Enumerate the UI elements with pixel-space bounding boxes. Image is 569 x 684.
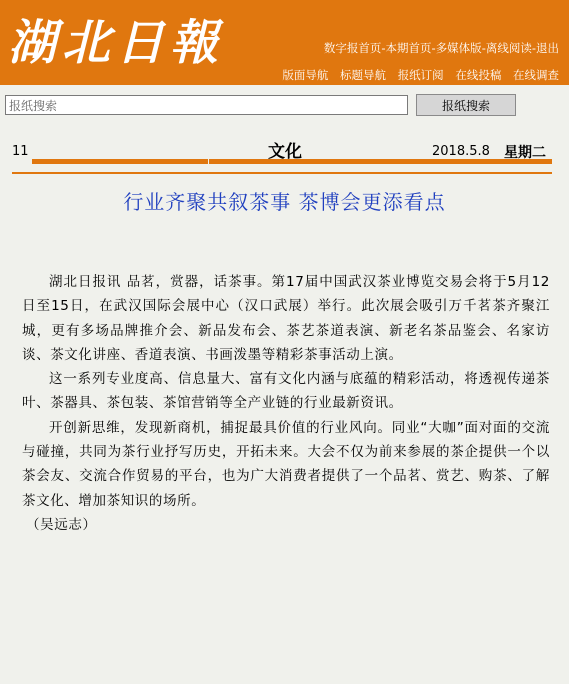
nav-link-issue-home[interactable]: 本期首页: [385, 41, 432, 55]
issue-weekday: 星期二: [504, 145, 546, 161]
issue-date: 2018.5.8: [432, 144, 490, 159]
divider-bar: [32, 159, 208, 164]
nav-link-multimedia[interactable]: 多媒体版: [435, 41, 482, 55]
search-input[interactable]: [5, 95, 408, 115]
article-body: [22, 270, 550, 537]
nav-link-title-nav[interactable]: 标题导航: [340, 68, 387, 82]
page-info-bar: [12, 136, 552, 176]
search-bar: [0, 85, 569, 123]
search-button[interactable]: 报纸搜索: [416, 94, 516, 116]
top-nav: 数字报首页-本期首页-多媒体版-离线阅读-退出: [323, 41, 559, 55]
masthead: [0, 0, 569, 85]
article-byline: （吴远志）: [26, 516, 97, 533]
article-headline: 行业齐聚共叙茶事 茶博会更添看点: [123, 190, 446, 214]
nav-link-logout[interactable]: 退出: [536, 41, 559, 55]
nav-link-layout-nav[interactable]: 版面导航: [282, 68, 329, 82]
newspaper-logo[interactable]: [8, 6, 224, 80]
logo-text: 湖北日報: [8, 15, 225, 71]
divider-line: [12, 172, 552, 174]
sub-nav: [274, 67, 559, 83]
article-paragraph: 开创新思维，发现新商机，捕捉最具价值的行业风向。同业“大咖”面对面的交流与碰撞，共同为茶行业抒写历史，开拓未来。大会不仅为前来参展的茶企提供一个以茶会友、交流合作贸易的平台，也为广大消费者提供了一个品茗、赏艺、购茶、了解茶文化、增加茶知识的场所。: [22, 419, 550, 509]
nav-link-digital-home[interactable]: 数字报首页: [323, 41, 382, 55]
article-paragraph: 这一系列专业度高、信息量大、富有文化内涵与底蕴的精彩活动，将透视传递茶叶、茶器具、茶包装、茶馆营销等全产业链的行业最新资讯。: [22, 371, 550, 412]
section-title: 文化: [268, 142, 302, 162]
nav-link-offline-reading[interactable]: 离线阅读: [485, 41, 532, 55]
nav-link-submit[interactable]: 在线投稿: [455, 68, 502, 82]
nav-link-survey[interactable]: 在线调查: [513, 68, 559, 82]
article-paragraph: 湖北日报讯 品茗，赏器，话茶事。第17届中国武汉茶业博览交易会将于5月12日至15日，在武汉国际会展中心（汉口武展）举行。此次展会吸引万千茗茶齐聚江城，更有多场品牌推介会、新品发布会、茶艺茶道表演、新老名茶品鉴会、名家访谈、茶文化讲座、香道表演、书画泼墨等精彩茶事活动上演。: [22, 274, 550, 363]
nav-link-subscribe[interactable]: 报纸订阅: [397, 68, 444, 82]
page-number: 11: [12, 144, 29, 159]
